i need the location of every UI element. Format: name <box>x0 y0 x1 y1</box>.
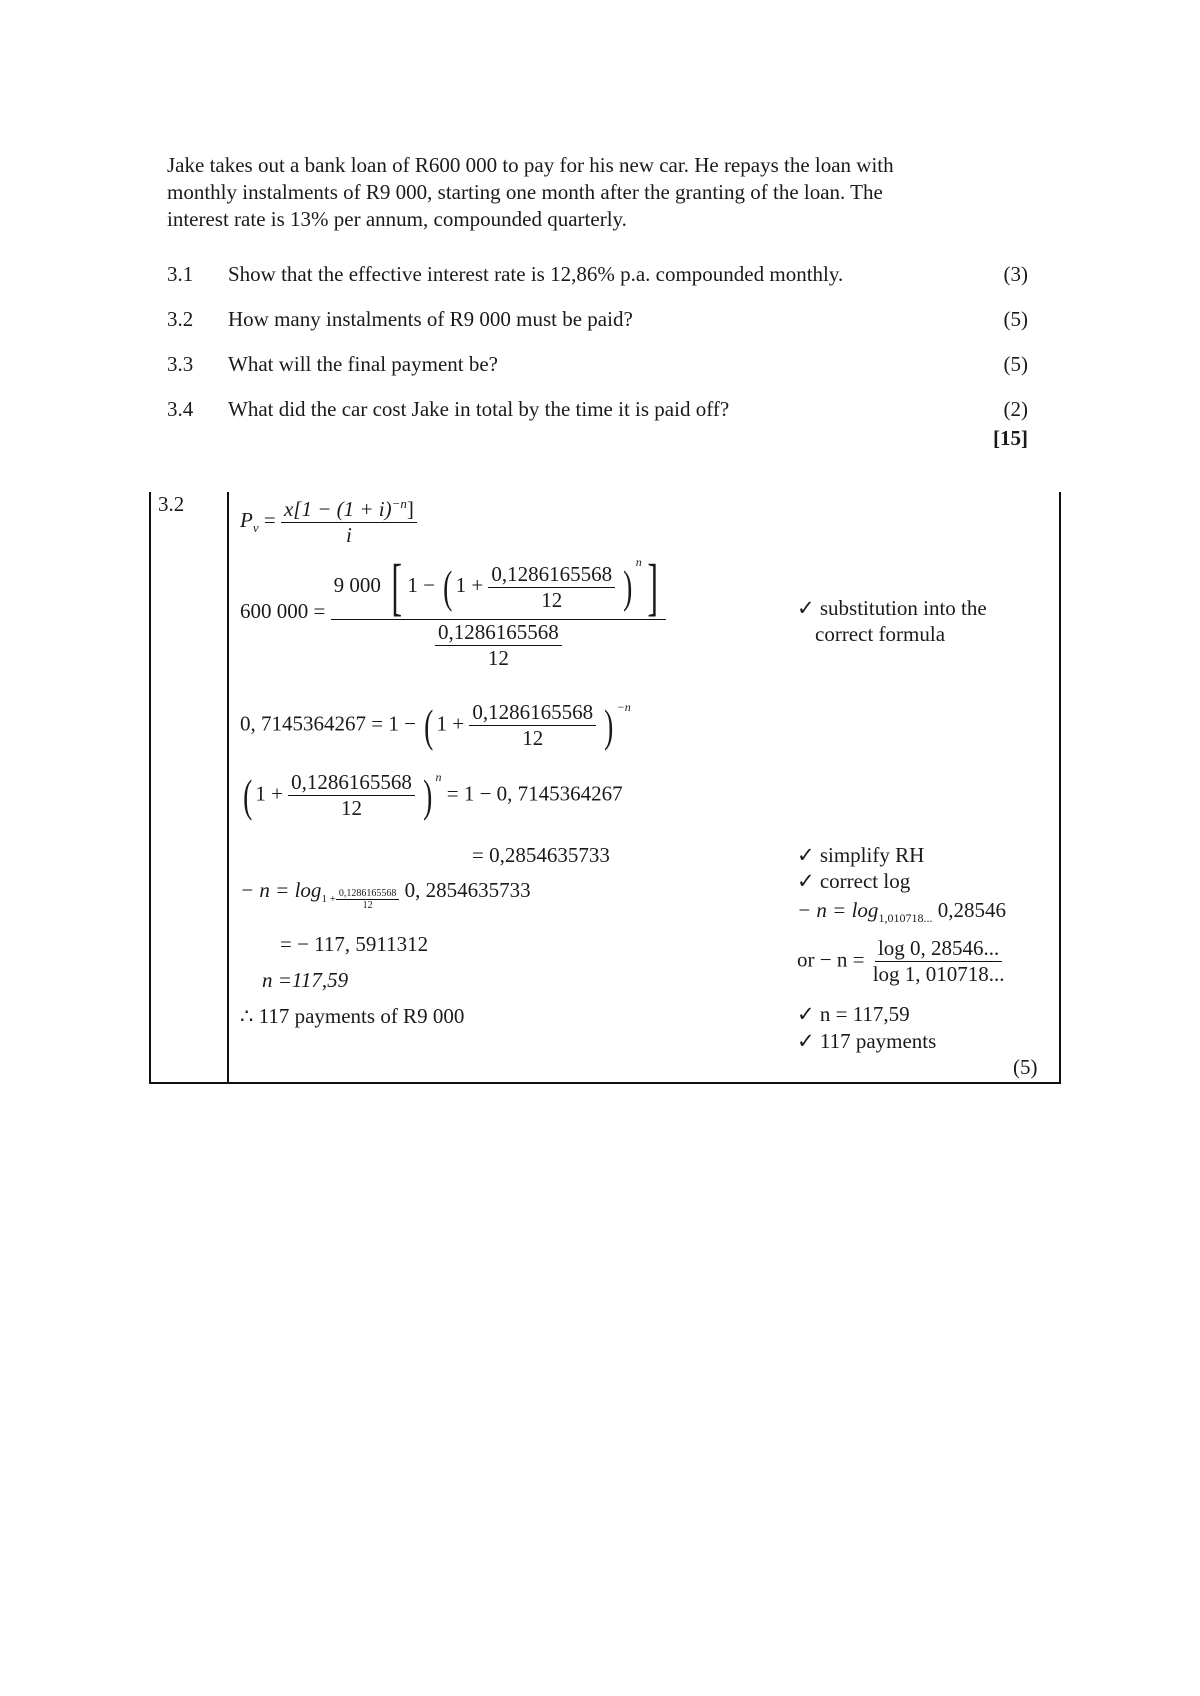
step3-exp: n <box>435 770 442 784</box>
formula-denominator: i <box>346 523 352 547</box>
step1-amount: 9 000 <box>333 572 381 597</box>
step1-fraction: 9 000 [ 1 − ( 1 + $\frac{0,1286165568}{12}$ ) $^n$] $\frac{0,1286165568}{12}$ <box>331 555 666 671</box>
formula-numerator-end: ] <box>406 497 414 521</box>
memo-column-divider <box>227 492 229 1082</box>
value-step: = − 117, 5911312 <box>280 932 429 956</box>
result-step: = 0,2854635733 <box>472 843 610 867</box>
n-value: n =117,59 <box>262 968 349 992</box>
memo-marks: (5) <box>1013 1055 1038 1079</box>
step2-lhs: 0, 7145364267 = 1 − <box>240 711 416 736</box>
c5-or: or − n = <box>797 947 865 972</box>
simplify-step: 0, 7145364267 = 1 − ( 1 + $\frac{0,1286165568}{12}$ ) $^{-n}$ <box>240 699 631 751</box>
question-text: How many instalments of R9 000 must be paid? <box>228 307 633 331</box>
question-number: 3.3 <box>167 352 194 376</box>
question-marks: (5) <box>1003 352 1028 376</box>
check-n-value: ✓ n = 117,59 <box>797 1002 910 1026</box>
c4-sub: 1,010718... <box>878 911 933 926</box>
intro-line-1: Jake takes out a bank loan of R600 000 to pay for his new car. He repays the loan with <box>167 153 894 177</box>
step1-exp: n <box>635 555 642 569</box>
question-marks: (5) <box>1003 307 1028 331</box>
c5-den: log 1, 010718... <box>872 962 1005 986</box>
step2-exp: −n <box>616 700 631 714</box>
step5-rhs: 0, 2854635733 <box>404 878 531 902</box>
question-text: What will the final payment be? <box>228 352 498 376</box>
formula-fraction <box>281 496 417 548</box>
formula-numerator: x[1 − (1 + i) <box>283 497 392 521</box>
step5-base-rate: 0,1286165568 <box>336 888 400 900</box>
total-marks: [15] <box>993 426 1028 450</box>
step2-twelve: 12 <box>522 726 544 750</box>
formula-sub: v <box>252 520 259 535</box>
step1-den-twelve: 12 <box>487 646 509 670</box>
step3-rhs: = 1 − 0, 7145364267 <box>446 781 623 806</box>
c5-num: log 0, 28546... <box>875 936 1002 962</box>
log-step <box>240 878 531 911</box>
check-alt-log <box>797 936 1008 987</box>
formula-exponent: −n <box>391 496 407 511</box>
check-payments: ✓ 117 payments <box>797 1029 937 1053</box>
check-substitution: ✓ substitution into the <box>797 596 987 620</box>
question-number: 3.2 <box>167 307 194 331</box>
step1-twelve: 12 <box>541 587 563 612</box>
step1-one: 1 − <box>407 572 435 597</box>
memo-question-number: 3.2 <box>158 492 185 516</box>
conclusion: ∴ 117 payments of R9 000 <box>240 1004 465 1028</box>
intro-paragraph <box>167 152 987 233</box>
rearrange-step: ( 1 + $\frac{0,1286165568}{12}$ ) $^n$ = 1 − 0, 7145364267 <box>243 769 623 821</box>
step2-onep: 1 + <box>436 711 465 736</box>
check-log-expression <box>797 898 1006 926</box>
question-marks: (3) <box>1003 262 1028 286</box>
step5-base-one: 1 + <box>321 893 336 906</box>
step2-rate: 0,1286165568 <box>469 700 596 726</box>
check-substitution-2: correct formula <box>815 622 946 646</box>
check-log: ✓ correct log <box>797 869 911 893</box>
check-simplify: ✓ simplify RH <box>797 843 925 867</box>
question-text: What did the car cost Jake in total by the time it is paid off? <box>228 397 730 421</box>
annuity-formula: $P_v$ = $\frac{x[1 - (1 + i)^{-n}]}{i}$ <box>240 496 417 548</box>
step1-rate: 0,1286165568 <box>488 562 615 588</box>
substitution-step <box>240 551 666 671</box>
step1-onep: 1 + <box>455 572 484 597</box>
step1-lhs: 600 000 = <box>240 598 326 623</box>
c4-lhs: − n = log <box>797 898 879 922</box>
step5-base-twelve: 12 <box>362 900 373 912</box>
c4-rhs: 0,28546 <box>937 898 1006 922</box>
intro-line-3: interest rate is 13% per annum, compounded quarterly. <box>167 207 627 231</box>
formula-lhs: P <box>240 507 253 532</box>
intro-line-2: monthly instalments of R9 000, starting one month after the granting of the loan. The <box>167 180 883 204</box>
step3-onep: 1 + <box>255 781 283 806</box>
question-text: Show that the effective interest rate is 12,86% p.a. compounded monthly. <box>228 262 844 286</box>
step3-twelve: 12 <box>341 796 363 820</box>
question-number: 3.1 <box>167 262 194 286</box>
step5-lhs: − n = log <box>240 878 322 902</box>
step1-den-rate: 0,1286165568 <box>435 620 562 646</box>
question-number: 3.4 <box>167 397 194 421</box>
step3-rate: 0,1286165568 <box>288 770 415 796</box>
question-marks: (2) <box>1003 397 1028 421</box>
